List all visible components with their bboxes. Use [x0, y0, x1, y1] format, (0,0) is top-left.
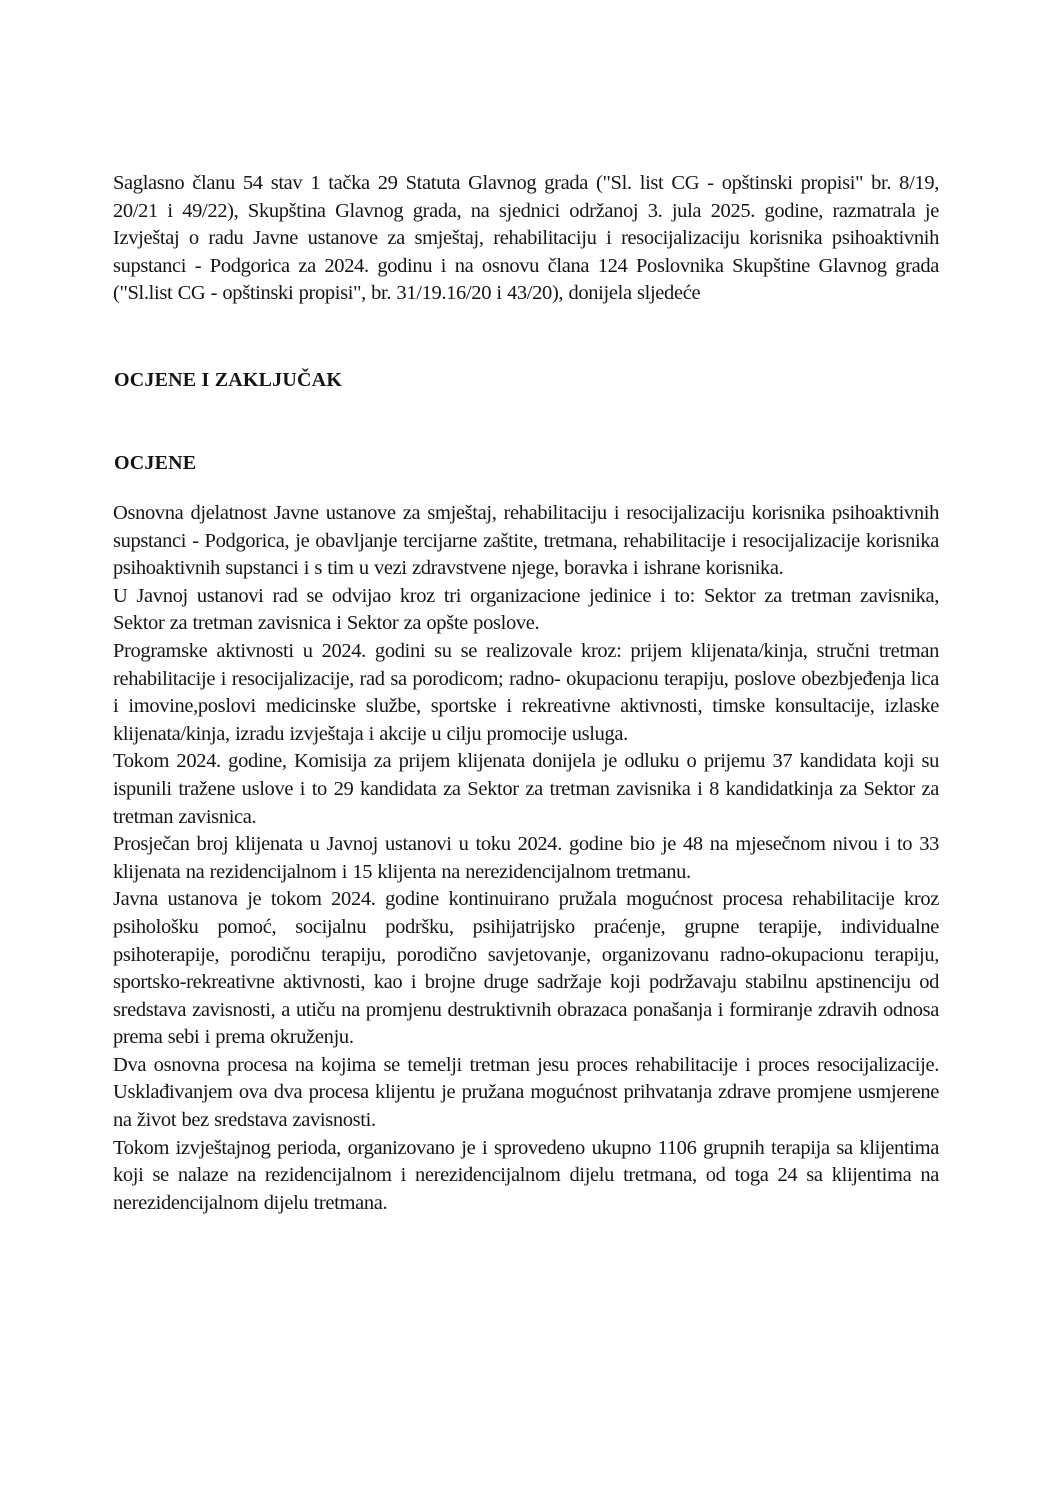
- paragraph-activity: Osnovna djelatnost Javne ustanove za smještaj, rehabilitaciju i resocijalizaciju korisnika psihoaktivnih supstanci - Podgorica, je obavljanje tercijarne zaštite, tretmana, rehabilitacije i resocijalizacije korisnika psihoaktivnih supstanci i s tim u vezi zdravstvene njege, boravka i ishrane korisnika.: [113, 502, 939, 580]
- paragraph-average-clients: Prosječan broj klijenata u Javnoj ustanovi u toku 2024. godine bio je 48 na mjesečnom nivou i to 33 klijenata na rezidencijalnom i 15 klijenta na nerezidencijalnom tretmanu.: [113, 833, 939, 883]
- paragraph-group-therapies: Tokom izvještajnog perioda, organizovano je i sprovedeno ukupno 1106 grupnih terapija sa klijentima koji se nalaze na rezidencijalnom i nerezidencijalnom dijelu tretmana, od toga 24 sa klijentima na nerezidencijalnom dijelu tretmana.: [113, 1136, 939, 1214]
- paragraph-rehabilitation-services: Javna ustanova je tokom 2024. godine kontinuirano pružala mogućnost procesa rehabilitacije kroz psihološku pomoć, socijalnu podršku, psihijatrijsko praćenje, grupne terapije, individualne psihoterapije, porodičnu terapiju, porodično savjetovanje, organizovanu radno-okupacionu terapiju, sportsko-rekreativne aktivnosti, kao i brojne druge sadržaje koji podržavaju stabilnu apstinenciju od sredstava zavisnosti, a utiču na promjenu destruktivnih obrazaca ponašanja i formiranje zdravih odnosa prema sebi i prema okruženju.: [113, 888, 939, 1049]
- intro-paragraph-block: [113, 170, 939, 308]
- paragraph-program-activities: Programske aktivnosti u 2024. godini su se realizovale kroz: prijem klijenata/kinja, stručni tretman rehabilitacije i resocijalizacije, rad sa porodicom; radno- okupacionu terapiju, poslove obezbjeđenja lica i imovine,poslovi medicinske službe, sportske i rekreativne aktivnosti, timske konsultacije, izlaske klijenata/kinja, izradu izvještaja i akcije u cilju promocije usluga.: [113, 639, 939, 745]
- body-text: [113, 500, 939, 1217]
- paragraph-admissions: Tokom 2024. godine, Komisija za prijem klijenata donijela je odluku o prijemu 37 kandidata koji su ispunili tražene uslove i to 29 kandidata za Sektor za tretman zavisnika i 8 kandidatkinja za Sektor za tretman zavisnica.: [113, 750, 939, 828]
- paragraph-organization: U Javnoj ustanovi rad se odvijao kroz tri organizacione jedinice i to: Sektor za tretman zavisnika, Sektor za tretman zavisnica i Sektor za opšte poslove.: [113, 584, 939, 635]
- intro-paragraph: Saglasno članu 54 stav 1 tačka 29 Statuta Glavnog grada ("Sl. list CG - opštinski propisi" br. 8/19, 20/21 i 49/22), Skupština Glavnog grada, na sjednici održanoj 3. jula 2025. godine, razmatrala je Izvještaj o radu Javne ustanove za smještaj, rehabilitaciju i resocijalizaciju korisnika psihoaktivnih supstanci - Podgorica za 2024. godinu i na osnovu člana 124 Poslovnika Skupštine Glavnog grada ("Sl.list CG - opštinski propisi", br. 31/19.16/20 i 43/20), donijela sljedeće: [113, 172, 939, 305]
- section-heading: OCJENE: [114, 452, 197, 474]
- paragraph-treatment-processes: Dva osnovna procesa na kojima se temelji tretman jesu proces rehabilitacije i proces resocijalizacije. Usklađivanjem ova dva procesa klijentu je pružana mogućnost prihvatanja zdrave promjene usmjerene na život bez sredstava zavisnosti.: [113, 1053, 939, 1132]
- document-title: OCJENE I ZAKLJUČAK: [114, 369, 343, 391]
